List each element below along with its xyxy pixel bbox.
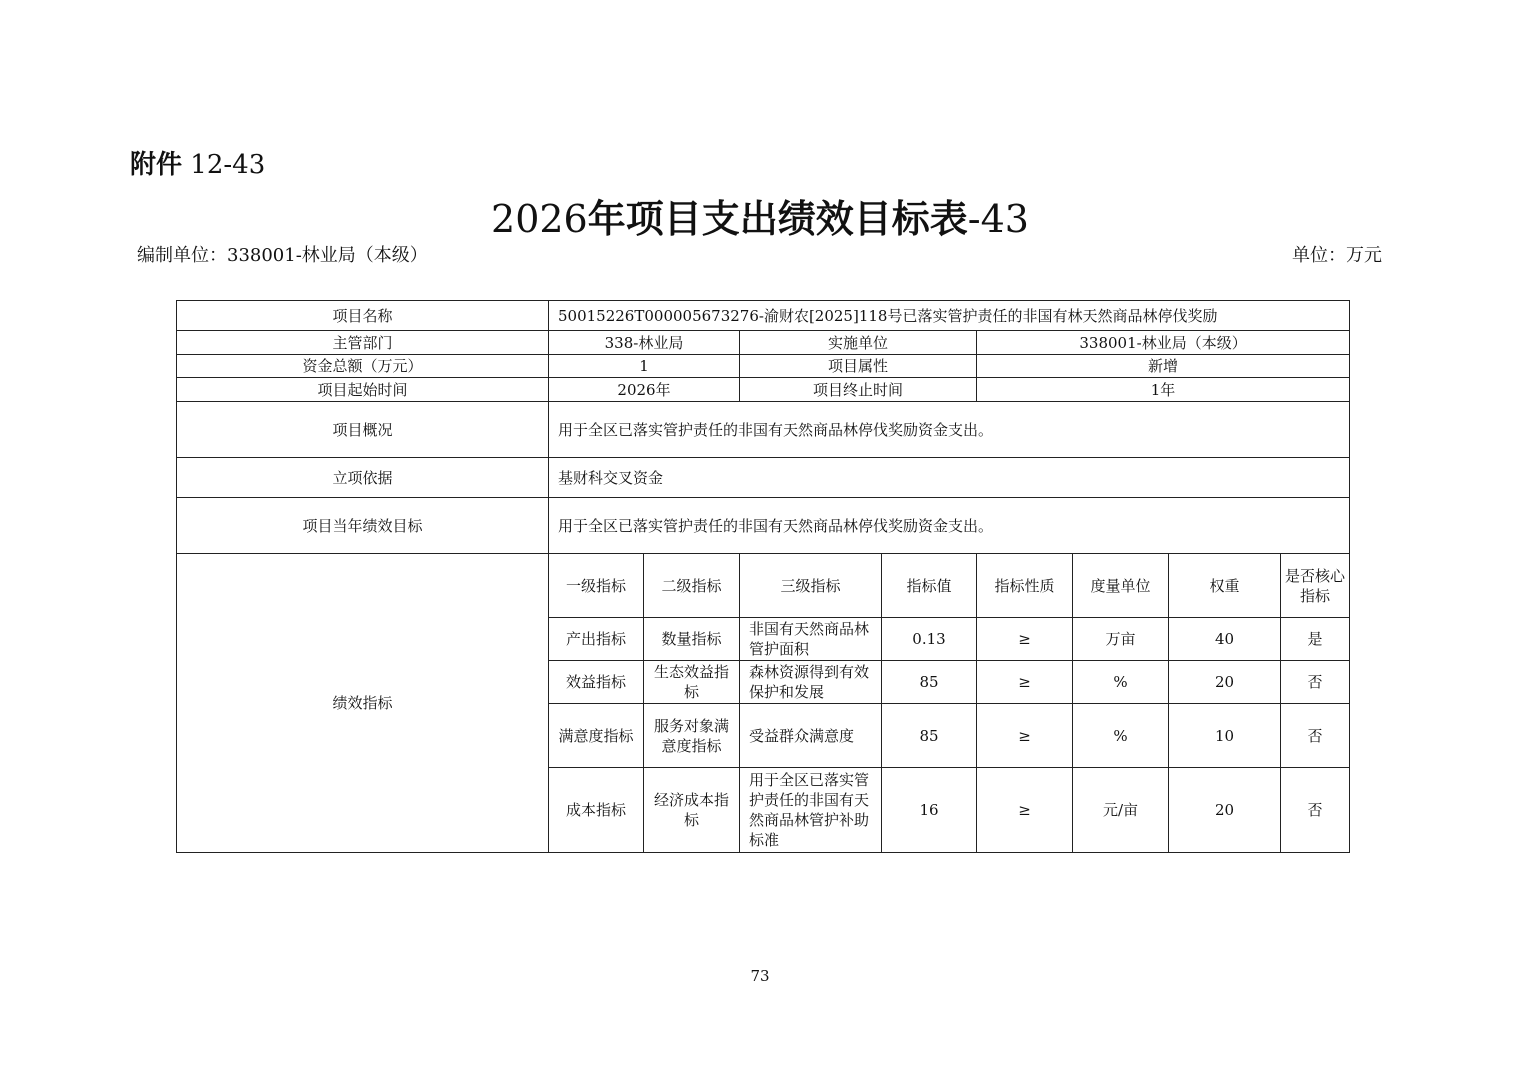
row-basis xyxy=(177,458,1350,498)
title-suffix: -43 xyxy=(967,197,1029,241)
row-overview xyxy=(177,402,1350,458)
header-level3: 三级指标 xyxy=(740,554,882,618)
cell-nature: ≥ xyxy=(977,768,1073,853)
impl-value: 338001-林业局（本级） xyxy=(977,331,1350,355)
compiling-unit: 编制单位：338001-林业局（本级） xyxy=(137,245,428,266)
row-dept xyxy=(177,331,1350,355)
cell-unit: % xyxy=(1073,704,1169,768)
cell-level1: 满意度指标 xyxy=(549,704,644,768)
cell-level2: 经济成本指标 xyxy=(644,768,740,853)
performance-table xyxy=(176,300,1350,853)
cell-level2: 数量指标 xyxy=(644,618,740,661)
cell-nature: ≥ xyxy=(977,618,1073,661)
row-fund xyxy=(177,355,1350,378)
cell-level3: 用于全区已落实管护责任的非国有天然商品林管护补助标准 xyxy=(740,768,882,853)
cell-core: 否 xyxy=(1281,768,1350,853)
dept-label: 主管部门 xyxy=(177,331,549,355)
header-unit: 度量单位 xyxy=(1073,554,1169,618)
cell-level2: 生态效益指标 xyxy=(644,661,740,704)
cell-level1: 成本指标 xyxy=(549,768,644,853)
currency-unit: 单位：万元 xyxy=(1292,245,1382,266)
cell-level2: 服务对象满意度指标 xyxy=(644,704,740,768)
start-value: 2026年 xyxy=(549,378,740,402)
cell-value: 16 xyxy=(882,768,977,853)
indicator-header-row xyxy=(177,554,1350,618)
attachment-word: 附件 xyxy=(130,150,183,180)
header-nature: 指标性质 xyxy=(977,554,1073,618)
start-label: 项目起始时间 xyxy=(177,378,549,402)
cell-weight: 20 xyxy=(1169,768,1281,853)
cell-value: 85 xyxy=(882,661,977,704)
fund-label: 资金总额（万元） xyxy=(177,355,549,378)
cell-level3: 非国有天然商品林管护面积 xyxy=(740,618,882,661)
overview-value: 用于全区已落实管护责任的非国有天然商品林停伐奖励资金支出。 xyxy=(549,402,1350,458)
row-project-name xyxy=(177,301,1350,331)
dept-value: 338-林业局 xyxy=(549,331,740,355)
attachment-label xyxy=(130,144,265,181)
project-name-label: 项目名称 xyxy=(177,301,549,331)
end-label: 项目终止时间 xyxy=(740,378,977,402)
overview-label: 项目概况 xyxy=(177,402,549,458)
fund-value: 1 xyxy=(549,355,740,378)
header-weight: 权重 xyxy=(1169,554,1281,618)
cell-nature: ≥ xyxy=(977,704,1073,768)
goal-label: 项目当年绩效目标 xyxy=(177,498,549,554)
cell-unit: 元/亩 xyxy=(1073,768,1169,853)
title-text: 年项目支出绩效目标表 xyxy=(587,197,968,241)
cell-weight: 40 xyxy=(1169,618,1281,661)
cell-level1: 产出指标 xyxy=(549,618,644,661)
attr-label: 项目属性 xyxy=(740,355,977,378)
header-level2: 二级指标 xyxy=(644,554,740,618)
cell-level1: 效益指标 xyxy=(549,661,644,704)
cell-weight: 20 xyxy=(1169,661,1281,704)
header-value: 指标值 xyxy=(882,554,977,618)
page-number: 73 xyxy=(750,967,770,985)
impl-label: 实施单位 xyxy=(740,331,977,355)
cell-nature: ≥ xyxy=(977,661,1073,704)
cell-level3: 森林资源得到有效保护和发展 xyxy=(740,661,882,704)
goal-value: 用于全区已落实管护责任的非国有天然商品林停伐奖励资金支出。 xyxy=(549,498,1350,554)
row-time xyxy=(177,378,1350,402)
basis-value: 基财科交叉资金 xyxy=(549,458,1350,498)
cell-unit: % xyxy=(1073,661,1169,704)
cell-value: 0.13 xyxy=(882,618,977,661)
cell-core: 否 xyxy=(1281,661,1350,704)
title-year: 2026 xyxy=(491,197,588,241)
end-value: 1年 xyxy=(977,378,1350,402)
cell-core: 否 xyxy=(1281,704,1350,768)
attr-value: 新增 xyxy=(977,355,1350,378)
header-level1: 一级指标 xyxy=(549,554,644,618)
project-name-value: 50015226T000005673276-渝财农[2025]118号已落实管护责任的非国有林天然商品林停伐奖励 xyxy=(549,301,1350,331)
cell-core: 是 xyxy=(1281,618,1350,661)
indicator-label: 绩效指标 xyxy=(177,554,549,853)
page-title xyxy=(0,188,1520,243)
cell-level3: 受益群众满意度 xyxy=(740,704,882,768)
cell-weight: 10 xyxy=(1169,704,1281,768)
cell-unit: 万亩 xyxy=(1073,618,1169,661)
row-goal xyxy=(177,498,1350,554)
basis-label: 立项依据 xyxy=(177,458,549,498)
cell-value: 85 xyxy=(882,704,977,768)
header-core: 是否核心指标 xyxy=(1281,554,1350,618)
attachment-number: 12-43 xyxy=(190,150,266,180)
